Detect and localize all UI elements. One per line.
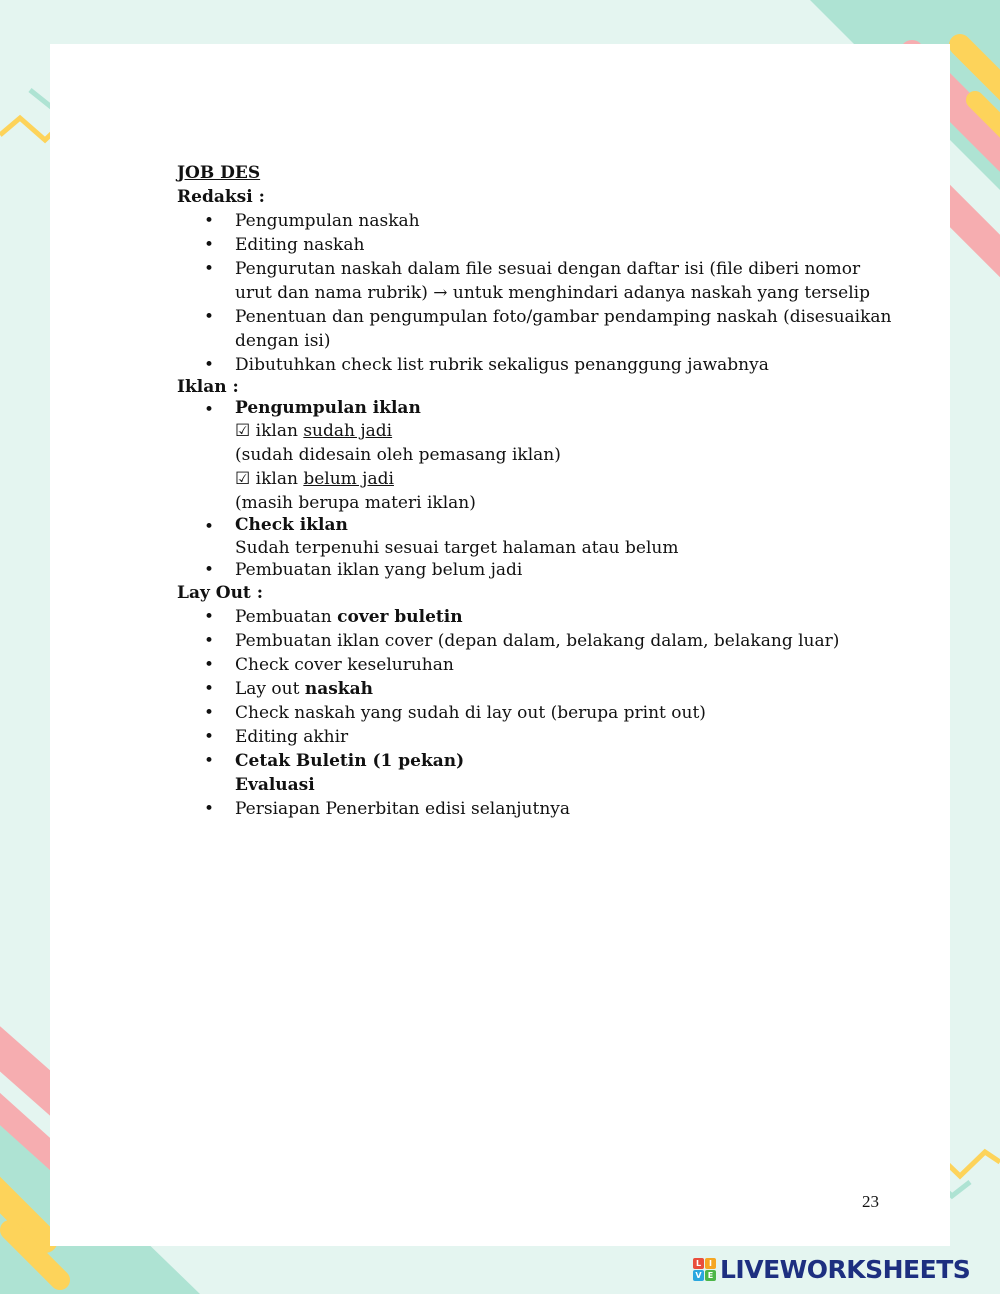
list-item: • Check cover keseluruhan (204, 655, 454, 675)
bullet-icon: • (204, 631, 215, 651)
bullet-icon: • (204, 400, 215, 420)
list-item: • Pengurutan naskah dalam file sesuai dengan daftar isi (file diberi nomor urut dan nama rubrik) → untuk menghindari adanya naskah yang terselip (204, 259, 870, 303)
page-number: 23 (862, 1192, 879, 1211)
bullet-icon: • (204, 727, 215, 747)
bullet-icon: • (204, 560, 215, 580)
bullet-icon: • (204, 703, 215, 723)
list-item: • Cetak Buletin (1 pekan) Evaluasi (204, 751, 465, 795)
list-item: • Pengumpulan naskah (204, 211, 420, 231)
bullet-icon: • (204, 235, 215, 255)
bullet-icon: • (204, 307, 215, 327)
checkbox-checked-icon: ☑ (235, 421, 251, 441)
layout-list (177, 605, 897, 821)
section-heading-iklan: Iklan : (177, 377, 239, 397)
bullet-icon: • (204, 799, 215, 819)
check-iklan-note: Sudah terpenuhi sesuai target halaman atau belum (235, 538, 679, 558)
document-content (177, 161, 897, 821)
list-item: • Dibutuhkan check list rubrik sekaligus penanggung jawabnya (204, 355, 769, 375)
iklan-option-sudah-jadi: ☑ iklan sudah jadi (235, 421, 393, 441)
list-item: • Check naskah yang sudah di lay out (berupa print out) (204, 703, 706, 723)
liveworksheets-logo-icon: L I V E (693, 1258, 716, 1281)
brand-text: LIVEWORKSHEETS (720, 1254, 971, 1284)
iklan-list (177, 398, 897, 581)
bullet-icon: • (204, 259, 215, 279)
iklan-note: (sudah didesain oleh pemasang iklan) (235, 445, 561, 465)
bullet-icon: • (204, 355, 215, 375)
iklan-note: (masih berupa materi iklan) (235, 493, 476, 513)
section-heading-layout: Lay Out : (177, 583, 263, 603)
list-item: • Editing naskah (204, 235, 365, 255)
iklan-option-belum-jadi: ☑ iklan belum jadi (235, 469, 394, 489)
list-item: • Pembuatan iklan yang belum jadi (204, 560, 523, 580)
bullet-icon: • (204, 751, 215, 771)
bullet-icon: • (204, 679, 215, 699)
liveworksheets-brand[interactable] (693, 1254, 970, 1284)
list-item: • Lay out naskah (204, 679, 373, 699)
checkbox-checked-icon: ☑ (235, 469, 251, 489)
bullet-icon: • (204, 655, 215, 675)
bullet-icon: • (204, 211, 215, 231)
document-title: JOB DES (177, 163, 261, 183)
section-heading-redaksi: Redaksi : (177, 187, 265, 207)
list-item: • Editing akhir (204, 727, 349, 747)
top-right-yellow-streaks (960, 45, 1000, 135)
bullet-icon: • (204, 517, 215, 537)
list-item (177, 398, 897, 515)
list-item: • Penentuan dan pengumpulan foto/gambar pendamping naskah (disesuaikan dengan isi) (204, 307, 892, 351)
list-item: • Pembuatan iklan cover (depan dalam, belakang dalam, belakang luar) (204, 631, 840, 651)
pengumpulan-iklan-title: Pengumpulan iklan (235, 398, 421, 418)
list-item (177, 515, 897, 560)
check-iklan-title: Check iklan (235, 515, 348, 535)
redaksi-list (177, 209, 897, 377)
list-item: • Persiapan Penerbitan edisi selanjutnya (204, 799, 571, 819)
list-item: • Pembuatan cover buletin (204, 607, 463, 627)
bullet-icon: • (204, 607, 215, 627)
